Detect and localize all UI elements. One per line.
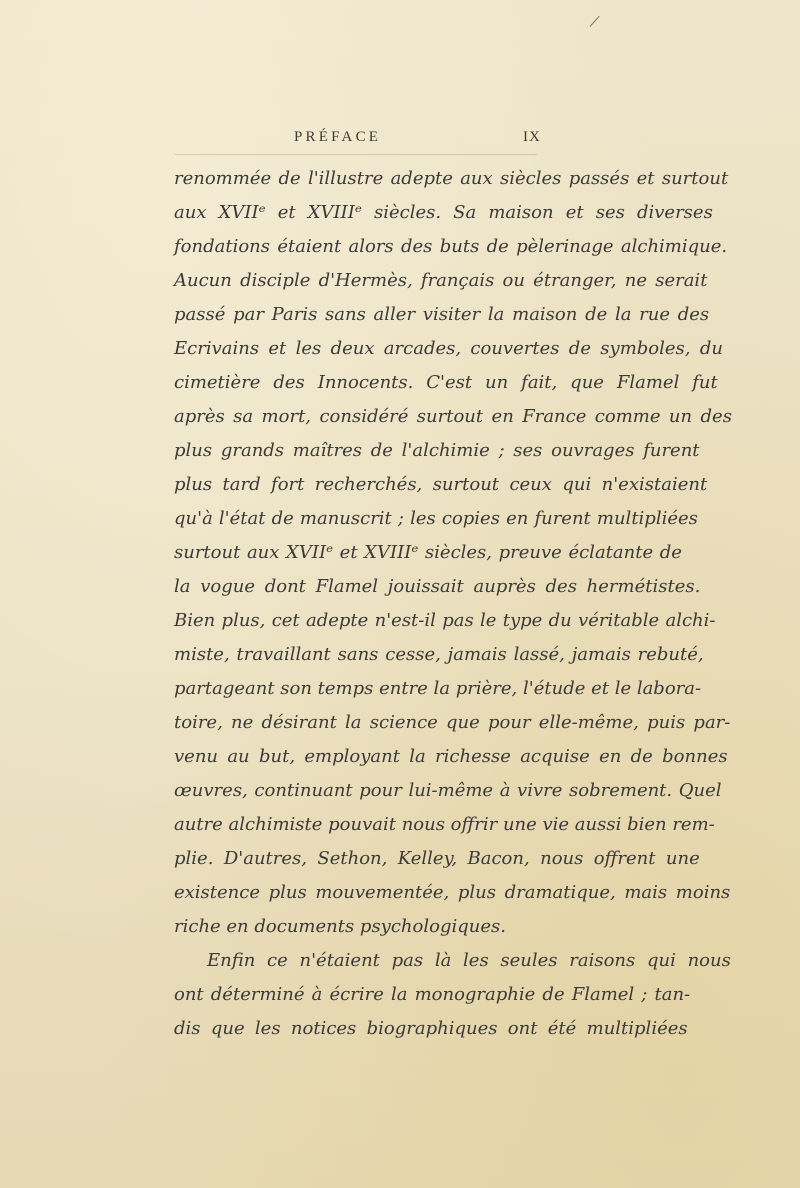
text-line: la vogue dont Flamel jouissait auprès des hermétistes. bbox=[174, 576, 701, 597]
text-line: Ecrivains et les deux arcades, couvertes de symboles, du bbox=[174, 338, 723, 359]
text-line: cimetière des Innocents. C'est un fait, que Flamel fut bbox=[174, 372, 718, 393]
text-line: Aucun disciple d'Hermès, français ou étranger, ne serait bbox=[174, 270, 708, 291]
text-line: Enfin ce n'étaient pas là les seules raisons qui nous bbox=[207, 950, 731, 971]
text-line: venu au but, employant la richesse acquise en de bonnes bbox=[174, 746, 728, 767]
text-line: plus tard fort recherchés, surtout ceux qui n'existaient bbox=[174, 474, 708, 495]
running-title: PRÉFACE bbox=[294, 129, 382, 145]
text-line: qu'à l'état de manuscrit ; les copies en furent multipliées bbox=[174, 508, 698, 529]
text-line: dis que les notices biographiques ont été multipliées bbox=[174, 1018, 688, 1039]
text-line: plus grands maîtres de l'alchimie ; ses ouvrages furent bbox=[174, 440, 700, 461]
text-line: miste, travaillant sans cesse, jamais lassé, jamais rebuté, bbox=[174, 644, 704, 665]
text-line: partageant son temps entre la prière, l'étude et le labora- bbox=[174, 678, 702, 699]
text-line: œuvres, continuant pour lui-même à vivre sobrement. Quel bbox=[174, 780, 722, 801]
text-line: plie. D'autres, Sethon, Kelley, Bacon, nous offrent une bbox=[174, 848, 700, 869]
text-line: aux XVIIᵉ et XVIIIᵉ siècles. Sa maison et ses diverses bbox=[174, 202, 713, 223]
text-line: surtout aux XVIIᵉ et XVIIIᵉ siècles, preuve éclatante de bbox=[174, 542, 682, 563]
text-line: après sa mort, considéré surtout en France comme un des bbox=[174, 406, 732, 427]
text-line: ont déterminé à écrire la monographie de Flamel ; tan- bbox=[174, 984, 691, 1005]
text-line: toire, ne désirant la science que pour elle-même, puis par- bbox=[174, 712, 731, 733]
text-line: autre alchimiste pouvait nous offrir une vie aussi bien rem- bbox=[174, 814, 715, 835]
text-line: Bien plus, cet adepte n'est-il pas le type du véritable alchi- bbox=[174, 610, 716, 631]
text-line: existence plus mouvementée, plus dramatique, mais moins bbox=[174, 882, 731, 903]
text-line: riche en documents psychologiques. bbox=[174, 916, 506, 937]
page-number: IX bbox=[523, 129, 541, 145]
text-line: renommée de l'illustre adepte aux siècles passés et surtout bbox=[174, 168, 729, 189]
text-line: fondations étaient alors des buts de pèlerinage alchimique. bbox=[174, 236, 728, 257]
text-line: passé par Paris sans aller visiter la maison de la rue des bbox=[174, 304, 710, 325]
